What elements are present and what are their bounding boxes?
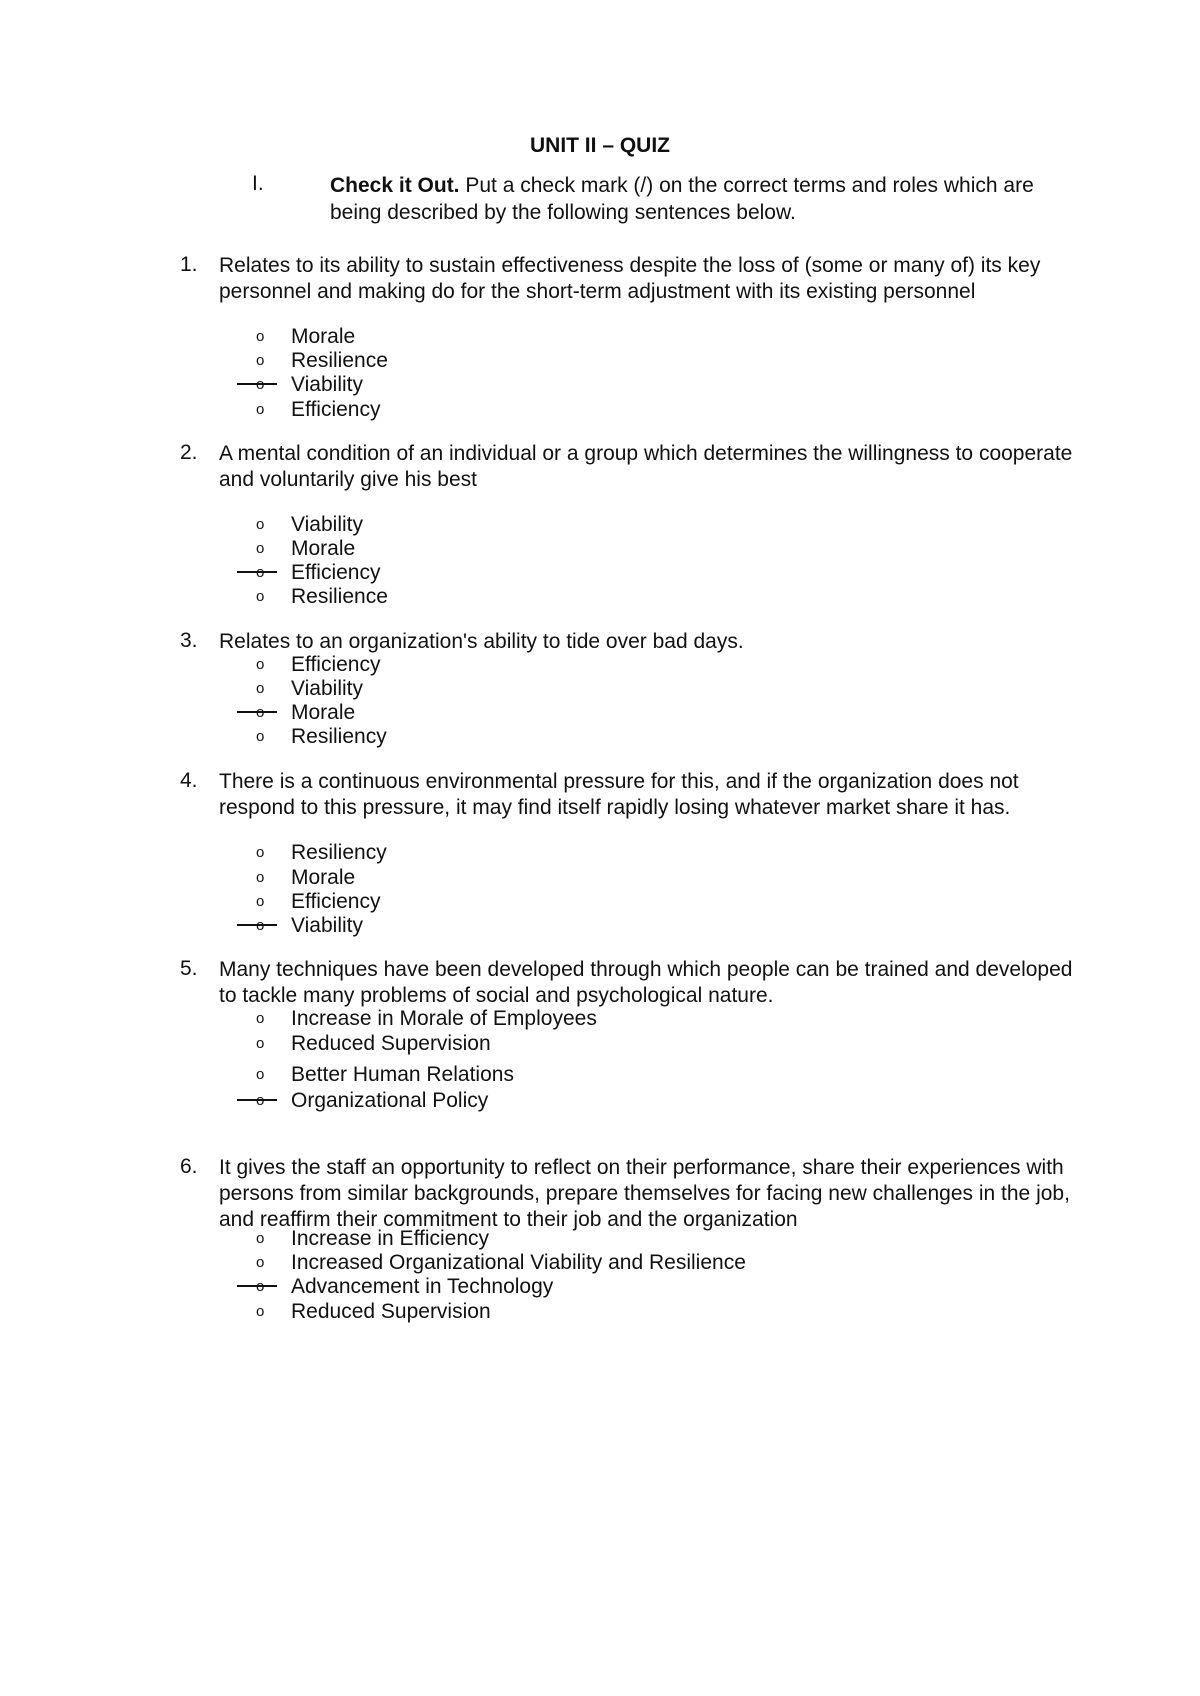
answer-option[interactable] (0, 512, 1200, 538)
answer-option[interactable] (0, 865, 1200, 891)
answer-option[interactable] (0, 1031, 1200, 1057)
answer-option[interactable] (0, 652, 1200, 678)
option-label: Morale (291, 701, 356, 724)
answer-option[interactable] (0, 372, 1200, 398)
section-heading: Check it Out. (330, 174, 460, 197)
answer-option[interactable] (0, 348, 1200, 374)
check-mark-line (237, 571, 277, 573)
option-label: Resiliency (291, 841, 387, 864)
answer-option[interactable] (0, 1062, 1200, 1088)
question-text: Many techniques have been developed through which people can be trained and developed to tackle many problems of social and psychological nature. (219, 958, 1073, 1007)
bullet-icon: o (256, 401, 265, 418)
check-mark-line (237, 924, 277, 926)
answer-option[interactable] (0, 560, 1200, 586)
bullet-icon: o (256, 1010, 265, 1027)
answer-option[interactable] (0, 1226, 1200, 1252)
option-label: Reduced Supervision (291, 1032, 491, 1055)
bullet-icon: o (256, 588, 265, 605)
answer-option[interactable] (0, 584, 1200, 610)
answer-option[interactable] (0, 1250, 1200, 1276)
answer-option[interactable] (0, 324, 1200, 350)
question-text: A mental condition of an individual or a group which determines the willingness to cooperate and voluntarily give his best (219, 442, 1073, 491)
question-number: 6. (180, 1155, 198, 1178)
option-label: Viability (291, 914, 363, 937)
answer-option[interactable] (0, 1274, 1200, 1300)
bullet-icon: o (256, 656, 265, 673)
page-title: UNIT II – QUIZ (529, 134, 670, 157)
bullet-icon: o (256, 1066, 265, 1083)
check-mark-line (237, 711, 277, 713)
option-label: Viability (291, 513, 363, 536)
bullet-icon: o (256, 540, 265, 557)
bullet-icon: o (256, 844, 265, 861)
answer-option[interactable] (0, 913, 1200, 939)
bullet-icon: o (256, 1035, 265, 1052)
option-label: Increase in Efficiency (291, 1227, 490, 1250)
option-label: Viability (291, 373, 363, 396)
option-label: Organizational Policy (291, 1089, 489, 1112)
question-number: 2. (180, 441, 198, 464)
question-text: It gives the staff an opportunity to reflect on their performance, share their experiences with persons from similar backgrounds, prepare themselves for facing new challenges in the job, and reaffirm their commitment to their job and the organization (219, 1156, 1070, 1231)
question-number: 5. (180, 957, 198, 980)
question-number: 3. (180, 629, 198, 652)
check-mark-line (237, 1099, 277, 1101)
option-label: Efficiency (291, 653, 381, 676)
instructions-text: Put a check mark (/) on the correct terms and roles which are being described by the following sentences below. (330, 174, 1034, 224)
bullet-icon: o (256, 1254, 265, 1271)
answer-option[interactable] (0, 889, 1200, 915)
option-label: Increase in Morale of Employees (291, 1007, 597, 1030)
bullet-icon: o (256, 728, 265, 745)
answer-option[interactable] (0, 1006, 1200, 1032)
option-label: Efficiency (291, 890, 381, 913)
option-label: Viability (291, 677, 363, 700)
bullet-icon: o (256, 1230, 265, 1247)
option-label: Increased Organizational Viability and Resilience (291, 1251, 746, 1274)
bullet-icon: o (256, 352, 265, 369)
section-instructions (330, 172, 1070, 226)
option-label: Morale (291, 866, 356, 889)
answer-option[interactable] (0, 840, 1200, 866)
bullet-icon: o (256, 893, 265, 910)
question-number: 1. (180, 253, 198, 276)
bullet-icon: o (256, 869, 265, 886)
option-label: Morale (291, 325, 356, 348)
option-label: Resilience (291, 585, 388, 608)
question-number: 4. (180, 769, 198, 792)
bullet-icon: o (256, 680, 265, 697)
answer-option[interactable] (0, 536, 1200, 562)
option-label: Advancement in Technology (291, 1275, 554, 1298)
answer-option[interactable] (0, 676, 1200, 702)
option-label: Morale (291, 537, 356, 560)
option-label: Resiliency (291, 725, 387, 748)
check-mark-line (237, 1285, 277, 1287)
bullet-icon: o (256, 516, 265, 533)
bullet-icon: o (256, 328, 265, 345)
answer-option[interactable] (0, 1088, 1200, 1114)
answer-option[interactable] (0, 724, 1200, 750)
option-label: Reduced Supervision (291, 1300, 491, 1323)
answer-option[interactable] (0, 397, 1200, 423)
answer-option[interactable] (0, 700, 1200, 726)
question-text: There is a continuous environmental pressure for this, and if the organization does not respond to this pressure, it may find itself rapidly losing whatever market share it has. (219, 770, 1019, 819)
bullet-icon: o (256, 1303, 265, 1320)
question-text: Relates to its ability to sustain effectiveness despite the loss of (some or many of) its key personnel and making do for the short-term adjustment with its existing personnel (219, 254, 1041, 303)
option-label: Efficiency (291, 561, 381, 584)
answer-option[interactable] (0, 1299, 1200, 1325)
option-label: Better Human Relations (291, 1063, 514, 1086)
option-label: Resilience (291, 349, 388, 372)
check-mark-line (237, 383, 277, 385)
question-text: Relates to an organization's ability to tide over bad days. (219, 630, 744, 653)
section-numeral: I. (252, 172, 264, 195)
option-label: Efficiency (291, 398, 381, 421)
